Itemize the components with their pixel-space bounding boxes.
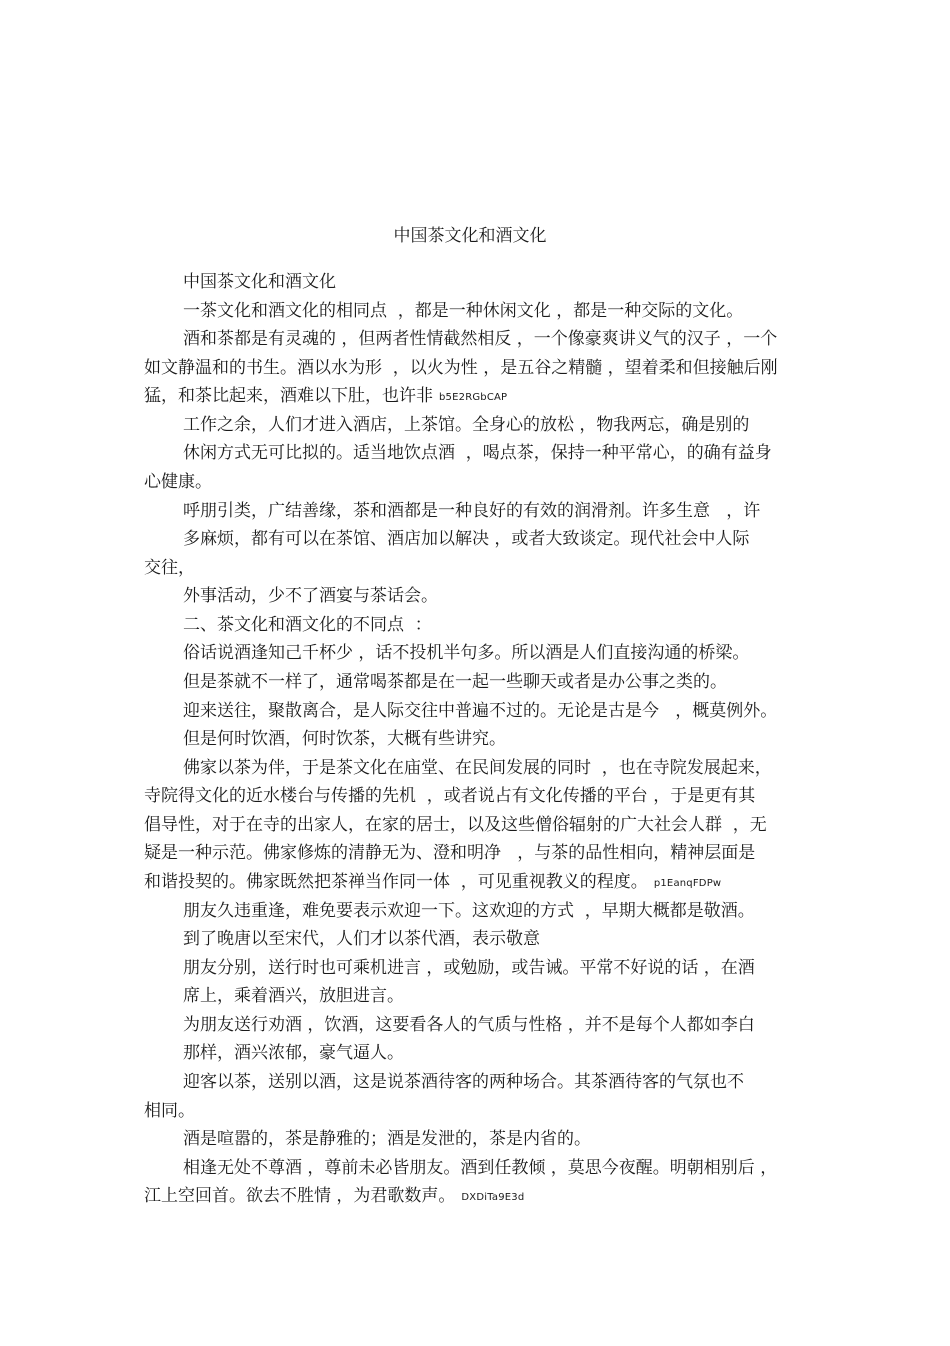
body-line	[144, 870, 721, 896]
line-text: 到了晚唐以至宋代，人们才以茶代酒，表示敬意	[183, 929, 540, 949]
line-text: 寺院得文化的近水楼台与传播的先机 ，或者说占有文化传播的平台 ，于是更有其	[144, 786, 756, 806]
line-text: 工作之余，人们才进入酒店，上茶馆。全身心的放松 ，物我两忘，确是别的	[183, 415, 750, 435]
body-line	[144, 784, 755, 808]
line-text: 倡导性，对于在寺的出家人，在家的居士，以及这些僧俗辐射的广大社会人群 ，无	[144, 815, 767, 835]
reference-code: b5E2RGbCAP	[439, 392, 508, 403]
body-line	[183, 956, 755, 980]
body-line	[183, 1127, 591, 1151]
body-line	[183, 270, 336, 294]
body-line	[183, 984, 404, 1008]
line-text: 为朋友送行劝酒 ，饮酒，这要看各人的气质与性格 ，并不是每个人都如李白	[183, 1015, 755, 1035]
body-line	[183, 927, 540, 951]
body-line	[183, 413, 749, 437]
line-text: 心健康。	[144, 472, 212, 492]
line-text: 但是茶就不一样了，通常喝茶都是在一起一些聊天或者是办公事之类的。	[183, 672, 727, 692]
line-text: 交往，	[144, 558, 195, 578]
line-text: 如文静温和的书生。酒以水为形 ，以火为性 ，是五谷之精髓 ，望着柔和但接触后刚	[144, 358, 778, 378]
body-line	[144, 470, 212, 494]
line-text: 外事活动，少不了酒宴与茶话会。	[183, 586, 438, 606]
body-line	[183, 1070, 744, 1094]
body-line	[183, 699, 777, 723]
body-line	[183, 527, 749, 551]
body-line	[144, 356, 778, 380]
line-text: 中国茶文化和酒文化	[183, 272, 336, 292]
body-line	[183, 670, 727, 694]
body-line	[183, 327, 777, 351]
body-line	[144, 1099, 195, 1123]
body-line	[144, 1184, 524, 1210]
body-line	[144, 556, 195, 580]
line-text: 酒和茶都是有灵魂的 ，但两者性情截然相反 ，一个像豪爽讲义气的汉子 ，一个	[183, 329, 778, 349]
line-text: 佛家以茶为伴，于是茶文化在庙堂、在民间发展的同时 ，也在寺院发展起来，	[183, 758, 772, 778]
body-line	[183, 1041, 404, 1065]
line-text: 猛，和茶比起来，酒难以下肚，也许非	[144, 386, 433, 406]
body-line	[144, 841, 755, 865]
body-line	[183, 756, 772, 780]
line-text: 呼朋引类，广结善缘，茶和酒都是一种良好的有效的润滑剂。许多生意 ，许	[183, 501, 761, 521]
body-line	[183, 1013, 755, 1037]
body-line	[144, 813, 767, 837]
line-text: 相同。	[144, 1101, 195, 1121]
body-line	[183, 899, 755, 923]
line-text: 席上，乘着酒兴，放胆进言。	[183, 986, 404, 1006]
body-line	[183, 584, 438, 608]
line-text: 迎来送往，聚散离合，是人际交往中普遍不过的。无论是古是今 ，概莫例外。	[183, 701, 778, 721]
line-text: 那样，酒兴浓郁，豪气逼人。	[183, 1043, 404, 1063]
line-text: 但是何时饮酒，何时饮茶，大概有些讲究。	[183, 729, 506, 749]
body-line	[183, 1156, 777, 1180]
line-text: 一茶文化和酒文化的相同点 ，都是一种休闲文化 ，都是一种交际的文化。	[183, 301, 744, 321]
line-text: 朋友久违重逢，难免要表示欢迎一下。这欢迎的方式 ，早期大概都是敬酒。	[183, 901, 755, 921]
line-text: 俗话说酒逢知己千杯少 ，话不投机半句多。所以酒是人们直接沟通的桥梁。	[183, 643, 750, 663]
line-text: 多麻烦，都有可以在茶馆、酒店加以解决 ，或者大致谈定。现代社会中人际	[183, 529, 750, 549]
line-text: 和谐投契的。佛家既然把茶禅当作同一体 ，可见重视教义的程度。	[144, 872, 648, 892]
reference-code: DXDiTa9E3d	[461, 1192, 525, 1203]
document-title: 中国茶文化和酒文化	[393, 226, 547, 246]
line-text: 二、茶文化和酒文化的不同点 ：	[183, 615, 432, 635]
line-text: 休闲方式无可比拟的。适当地饮点酒 ，喝点茶，保持一种平常心，的确有益身	[183, 443, 772, 463]
body-line	[183, 727, 506, 751]
line-text: 江上空回首。欲去不胜情 ，为君歌数声。	[144, 1186, 456, 1206]
reference-code: p1EanqFDPw	[653, 878, 722, 889]
line-text: 迎客以茶，送别以酒，这是说茶酒待客的两种场合。其茶酒待客的气氛也不	[183, 1072, 744, 1092]
body-line	[183, 299, 743, 323]
line-text: 酒是喧嚣的，茶是静雅的；酒是发泄的，茶是内省的。	[183, 1129, 591, 1149]
body-line	[183, 499, 760, 523]
body-line	[183, 613, 432, 637]
line-text: 疑是一种示范。佛家修炼的清静无为、澄和明净 ，与茶的品性相向，精神层面是	[144, 843, 756, 863]
body-line	[183, 441, 772, 465]
body-line	[144, 384, 507, 410]
line-text: 相逢无处不尊酒 ，尊前未必皆朋友。酒到任教倾 ，莫思今夜醒。明朝相别后 ，	[183, 1158, 778, 1178]
line-text: 朋友分别，送行时也可乘机进言 ，或勉励，或告诫。平常不好说的话 ，在酒	[183, 958, 755, 978]
body-line	[183, 641, 749, 665]
